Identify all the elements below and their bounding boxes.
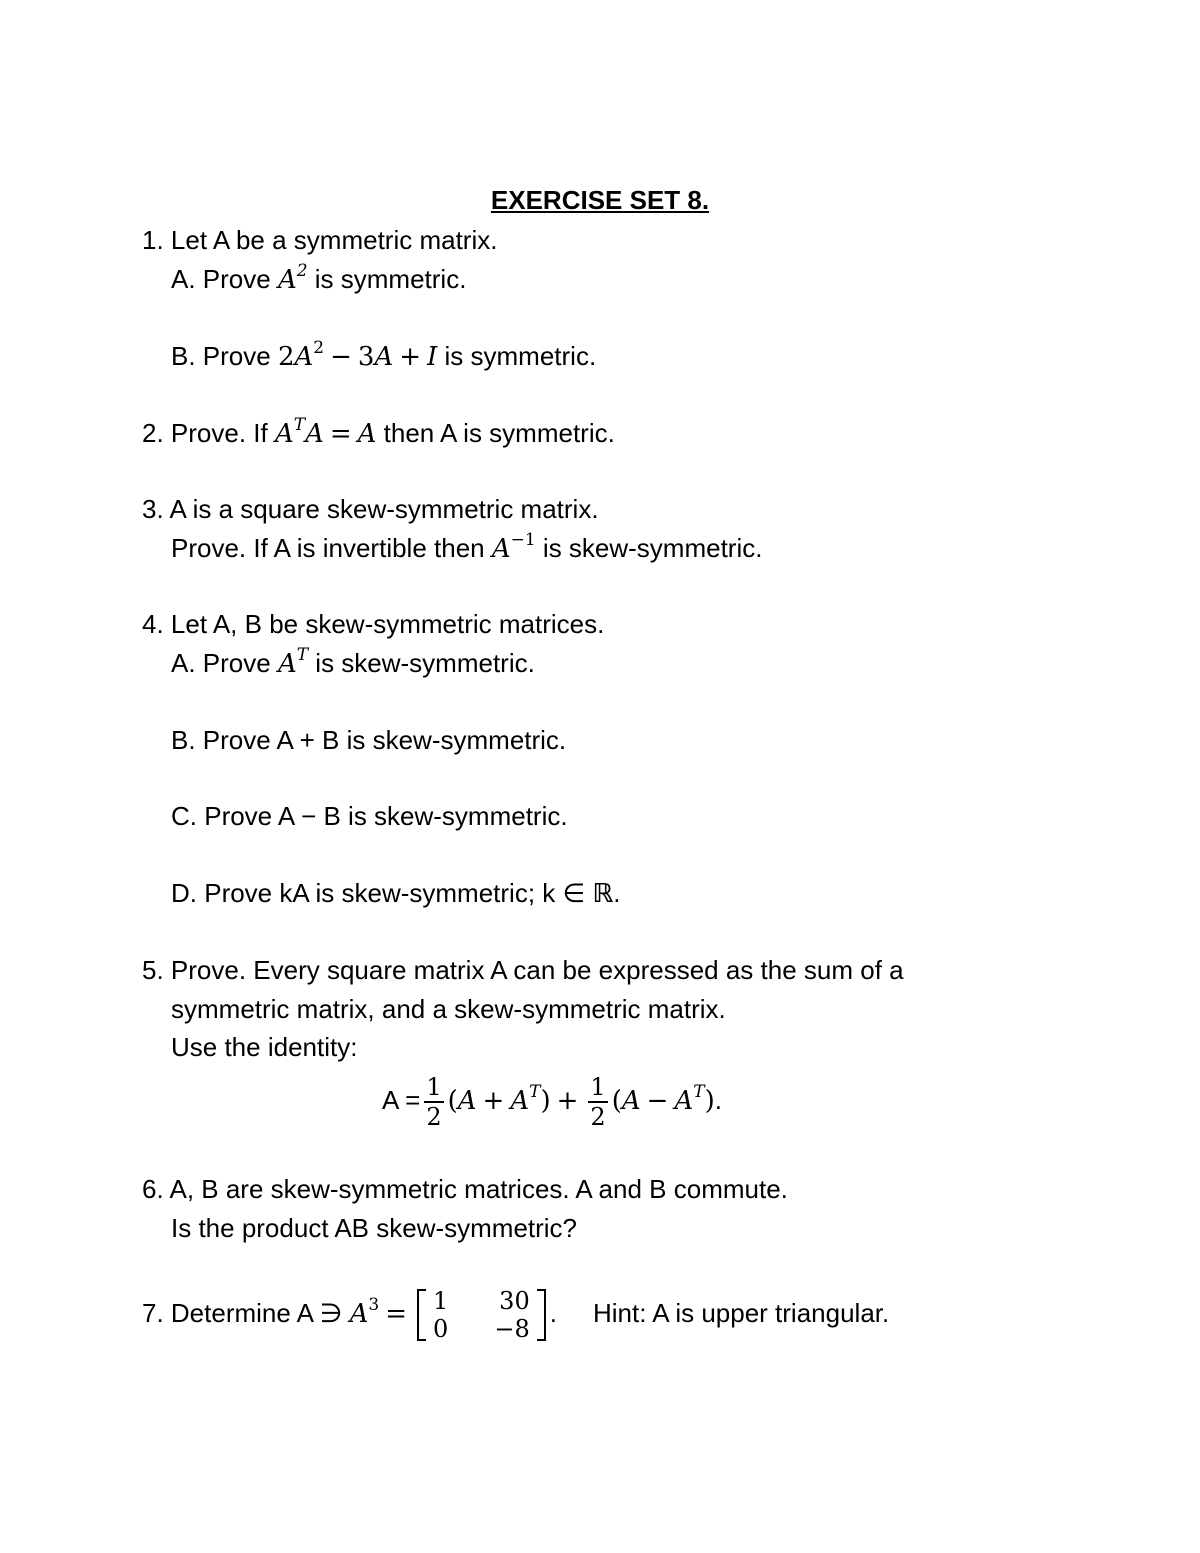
problem-1a-prefix: A. Prove	[171, 264, 278, 294]
problem-5-line2: symmetric matrix, and a skew-symmetric matrix.	[171, 994, 726, 1024]
problem-6-line2: Is the product AB skew-symmetric?	[171, 1213, 578, 1243]
math-a-transpose: $A^T$	[277, 645, 309, 679]
matrix-cell: 1	[433, 1287, 449, 1316]
problem-7	[0, 1282, 1200, 1345]
math-a-cubed: $A^3$ =	[349, 1295, 408, 1329]
problem-1a	[0, 263, 1200, 296]
problem-6-line1: 6. A, B are skew-symmetric matrices. A and B commute.	[142, 1174, 788, 1204]
fraction-one-half-first: $\frac{1}{2}$	[426, 1073, 442, 1132]
math-expression-2a2-3a-i: $2A^2 - 3A + I$	[277, 338, 438, 372]
math-a-inverse: $A^{-1}$	[491, 530, 536, 564]
problem-3-suffix: is skew-symmetric.	[535, 533, 763, 563]
identity-end: .	[714, 1085, 722, 1115]
page-title: EXERCISE SET 8.	[490, 185, 710, 215]
problem-4a	[0, 647, 1200, 680]
problem-4c: C. Prove A − B is skew-symmetric.	[171, 801, 568, 831]
problem-7-period: .	[549, 1298, 557, 1328]
problem-3-intro: 3. A is a square skew-symmetric matrix.	[142, 494, 599, 524]
problem-4a-prefix: A. Prove	[171, 648, 278, 678]
identity-lhs: A =	[382, 1085, 421, 1115]
problem-2-suffix: then A is symmetric.	[376, 418, 615, 448]
problem-4a-suffix: is skew-symmetric.	[308, 648, 535, 678]
problem-2-prefix: 2. Prove. If	[142, 418, 275, 448]
problem-4d-end: .	[613, 878, 621, 908]
problem-4d	[0, 877, 1200, 910]
problem-1b	[0, 340, 1200, 373]
problem-1b-prefix: B. Prove	[171, 341, 278, 371]
problem-4d-prefix: D. Prove kA is skew-symmetric; k ∈	[171, 878, 593, 908]
math-a-minus-at: $(A - A^T)$	[611, 1082, 715, 1116]
problem-5-line3: Use the identity:	[171, 1032, 358, 1062]
identity-equation	[0, 1070, 1200, 1131]
problem-3-statement	[0, 532, 1200, 565]
problem-2	[0, 417, 1200, 450]
problem-4-intro: 4. Let A, B be skew-symmetric matrices.	[142, 609, 605, 639]
problem-4b: B. Prove A + B is skew-symmetric.	[171, 725, 567, 755]
real-numbers-symbol: ℝ	[592, 879, 614, 909]
problem-1a-suffix: is symmetric.	[307, 264, 467, 294]
math-a-plus-at: $(A + A^T)$ +	[447, 1082, 579, 1116]
fraction-one-half-second: $\frac{1}{2}$	[590, 1073, 606, 1132]
problem-1-intro: 1. Let A be a symmetric matrix.	[142, 225, 498, 255]
problem-1b-suffix: is symmetric.	[437, 341, 597, 371]
matrix-cell: 30	[499, 1287, 530, 1316]
math-a-squared: $A^2$	[277, 261, 308, 295]
problem-7-prefix: 7. Determine A ∋	[142, 1298, 350, 1328]
problem-5-line1: 5. Prove. Every square matrix A can be expressed as the sum of a	[142, 955, 904, 985]
matrix-cell: −8	[494, 1315, 530, 1344]
matrix-2x2	[417, 1287, 546, 1343]
math-at-a-equals-a: $A^TA = A$	[274, 415, 377, 449]
problem-3-prefix: Prove. If A is invertible then	[171, 533, 492, 563]
problem-7-hint: Hint: A is upper triangular.	[592, 1298, 890, 1328]
matrix-cell: 0	[433, 1315, 449, 1344]
